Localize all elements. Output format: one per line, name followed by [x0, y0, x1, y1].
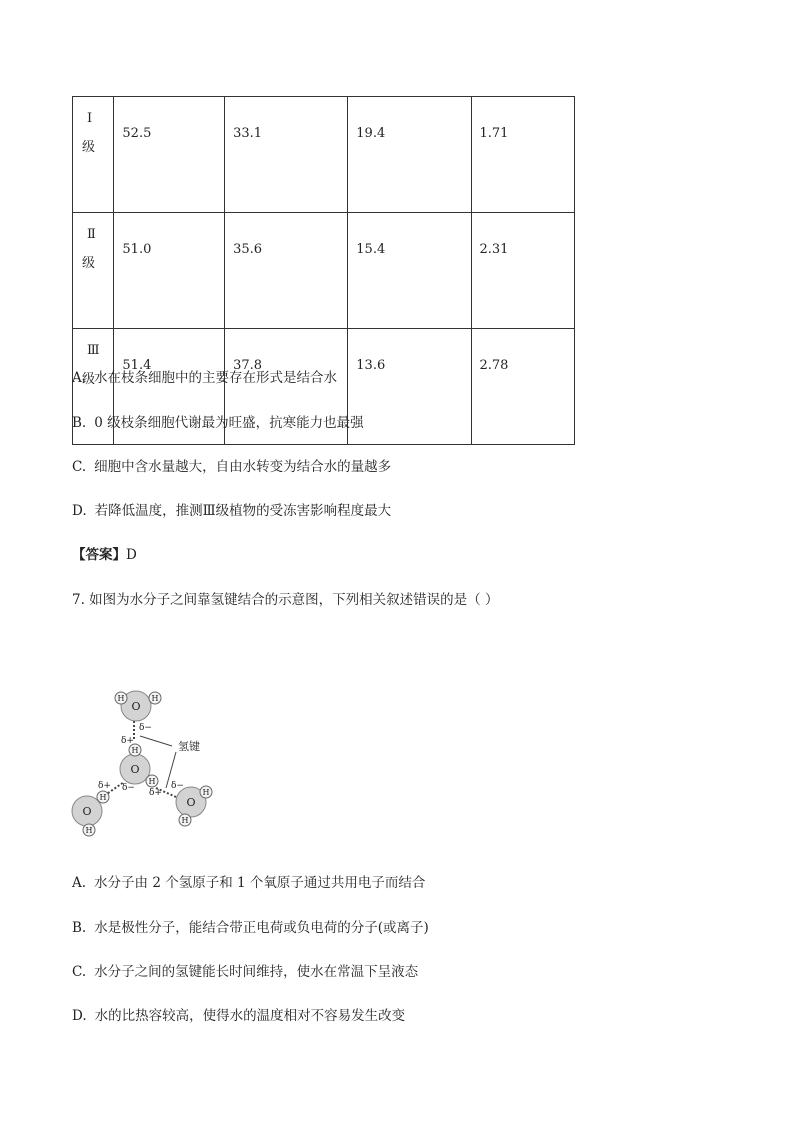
option-letter: A. [72, 370, 87, 386]
atom-label: H [85, 826, 93, 835]
water-hydrogen-bond-diagram [68, 684, 228, 844]
q7-option-c [72, 960, 418, 980]
level-cell [73, 213, 114, 329]
level-label: 级 [82, 256, 96, 271]
partial-charge-label: δ− [122, 783, 135, 793]
q7-option-a [72, 871, 425, 891]
table-cell: 2.78 [471, 329, 575, 445]
q7-option-d [72, 1004, 405, 1024]
option-letter: D. [72, 1008, 87, 1024]
atom-label: H [131, 746, 139, 755]
option-text: 水是极性分子，能结合带正电荷或负电荷的分子(或离子) [94, 920, 429, 936]
data-table [72, 96, 575, 445]
table-cell: 1.71 [471, 97, 575, 213]
atom-label: H [202, 788, 210, 797]
level-label: 级 [82, 372, 96, 387]
table-cell: 51.0 [114, 213, 225, 329]
option-letter: C. [72, 964, 87, 980]
table-cell: 19.4 [348, 97, 471, 213]
atom-label: O [131, 700, 141, 713]
atom-label: O [130, 763, 140, 776]
level-label: Ⅲ [87, 343, 100, 358]
atom-label: O [186, 796, 196, 809]
table-cell: 15.4 [348, 213, 471, 329]
table-cell: 37.8 [225, 329, 348, 445]
option-text: 水分子由 2 个氢原子和 1 个氧原子通过共用电子而结合 [94, 875, 426, 891]
table-cell: 33.1 [225, 97, 348, 213]
option-letter: C. [72, 459, 87, 475]
partial-charge-label: δ− [171, 781, 184, 791]
answer-line [72, 543, 137, 563]
atom-label: H [99, 793, 107, 802]
option-text: 水在枝条细胞中的主要存在形式是结合水 [94, 370, 338, 386]
partial-charge-label: δ+ [98, 781, 111, 791]
option-text: 细胞中含水量越大，自由水转变为结合水的量越多 [94, 459, 392, 475]
option-letter: D. [72, 503, 87, 519]
question-7-stem: 7. 如图为水分子之间靠氢键结合的示意图，下列相关叙述错误的是（ ） [72, 592, 499, 608]
level-label: Ⅱ [87, 227, 96, 242]
option-letter: B. [72, 920, 87, 936]
option-a [72, 366, 337, 386]
answer-tag: 【答案】 [72, 547, 126, 563]
answer-value: D [126, 547, 137, 563]
table-cell: 35.6 [225, 213, 348, 329]
atom-label: H [151, 694, 159, 703]
table-cell: 52.5 [114, 97, 225, 213]
label-pointer-line [140, 736, 172, 746]
option-b [72, 411, 364, 431]
partial-charge-label: δ+ [121, 736, 134, 746]
level-label: 级 [82, 140, 96, 155]
option-text: 水分子之间的氢键能长时间维持，使水在常温下呈液态 [94, 964, 419, 980]
partial-charge-label: δ− [139, 723, 152, 733]
table-row [73, 213, 575, 329]
q7-option-b [72, 916, 429, 936]
table-cell: 51.4 [114, 329, 225, 445]
option-c [72, 455, 391, 475]
atom-label: H [117, 694, 125, 703]
level-label: Ⅰ [87, 111, 93, 126]
option-letter: A. [72, 875, 87, 891]
option-text: 0 级枝条细胞代谢最为旺盛，抗寒能力也最强 [94, 415, 364, 431]
table-cell: 13.6 [348, 329, 471, 445]
option-text: 若降低温度，推测Ⅲ级植物的受冻害影响程度最大 [94, 503, 392, 519]
hydrogen-bond-label: 氢键 [178, 740, 200, 753]
atom-label: H [181, 816, 189, 825]
level-cell [73, 97, 114, 213]
atom-label: H [148, 777, 156, 786]
option-text: 水的比热容较高，使得水的温度相对不容易发生改变 [94, 1008, 406, 1024]
atom-label: O [82, 805, 92, 818]
partial-charge-label: δ+ [149, 788, 162, 798]
option-letter: B. [72, 415, 87, 431]
table-row [73, 97, 575, 213]
table-cell: 2.31 [471, 213, 575, 329]
option-d [72, 499, 391, 519]
